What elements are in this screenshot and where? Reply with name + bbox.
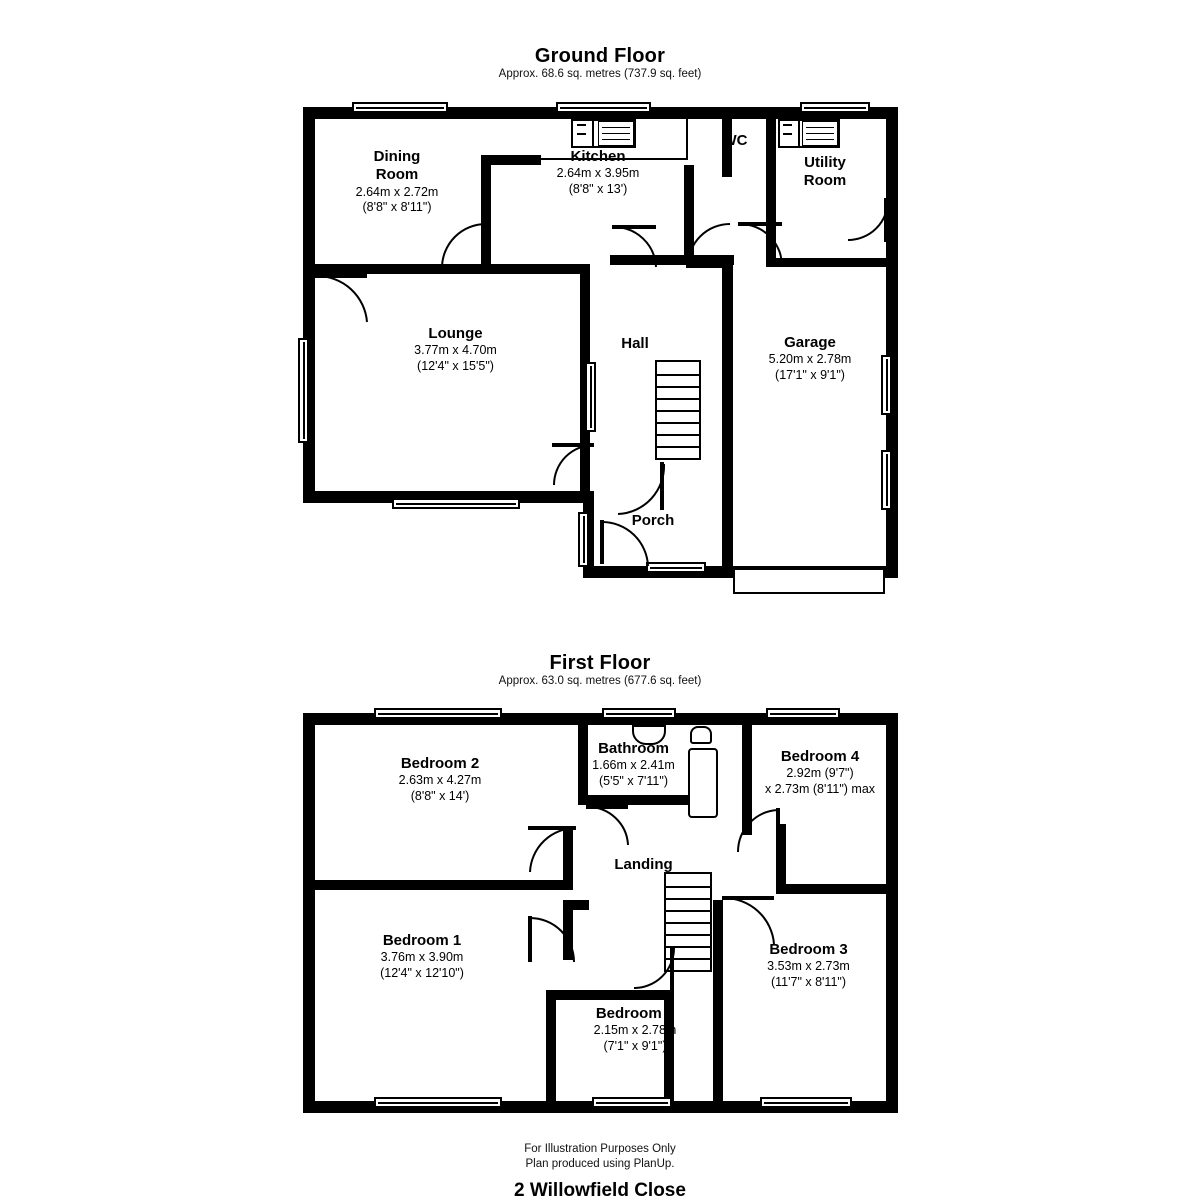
utility-sink-divider xyxy=(798,121,800,146)
room-label-hall xyxy=(595,335,675,353)
room-name-bedroom-3: Bedroom 3 xyxy=(769,941,848,958)
room-label-bedroom-5 xyxy=(545,1005,725,1054)
room-name-bedroom-1: Bedroom 1 xyxy=(382,932,462,949)
first-floor-area: Approx. 63.0 sq. metres (677.6 sq. feet) xyxy=(498,675,702,687)
room-name-lounge: Lounge xyxy=(428,325,483,342)
room-imperial-bathroom: (5'5" x 7'11") xyxy=(598,773,668,788)
room-label-wc xyxy=(705,132,765,150)
room-imperial-lounge: (12'4" x 15'5") xyxy=(417,358,494,373)
door-utility xyxy=(846,198,890,258)
wall-garage-left xyxy=(722,262,733,578)
ground-staircase xyxy=(655,360,701,460)
ground-floor-area: Approx. 68.6 sq. metres (737.9 sq. feet) xyxy=(498,68,702,80)
kitchen-drainer-line-2 xyxy=(602,133,630,134)
room-imperial-bedroom-1: (12'4" x 12'10") xyxy=(380,965,464,980)
room-metric-lounge: 3.77m x 4.70m xyxy=(414,343,497,358)
window-porch-bottom-line xyxy=(650,567,702,569)
window-bedroom1-bottom-line xyxy=(378,1102,498,1104)
room-imperial-bedroom-2: (8'8" x 14') xyxy=(410,788,470,803)
room-metric-bedroom-1: 3.76m x 3.90m xyxy=(380,950,464,965)
room-label-porch xyxy=(588,512,718,530)
door-dining xyxy=(440,222,488,270)
utility-sink-tap xyxy=(783,124,792,126)
room-name-dining-line2: Room xyxy=(375,166,419,184)
window-bedroom5-bottom-line xyxy=(596,1102,668,1104)
room-name-hall: Hall xyxy=(621,335,649,352)
kitchen-worktop-edge-right xyxy=(686,119,688,159)
wall-bathroom-bottom xyxy=(578,795,688,805)
ground-floor-title: Ground Floor xyxy=(534,45,666,67)
room-imperial-bedroom-5: (7'1" x 9'1") xyxy=(603,1038,667,1053)
door-bedroom5 xyxy=(632,946,676,992)
window-bedroom2-top-line xyxy=(378,713,498,715)
door-lounge-left xyxy=(315,274,369,324)
footer-illustration-note: For Illustration Purposes Only xyxy=(524,1143,676,1155)
wall-utility-bottom xyxy=(766,258,886,267)
room-name-porch: Porch xyxy=(631,512,675,529)
window-lounge-left-line xyxy=(303,342,305,439)
wall-landing-left-jog xyxy=(563,900,589,910)
utility-sink-tap-2 xyxy=(783,133,792,135)
room-label-bedroom-3 xyxy=(716,941,901,990)
room-label-garage xyxy=(725,334,895,383)
window-bathroom-top-line xyxy=(606,713,672,715)
door-hall-kitchen-right xyxy=(686,222,732,268)
window-dining-top-line xyxy=(356,107,444,109)
room-name-bedroom-2: Bedroom 2 xyxy=(400,755,480,772)
room-name-garage: Garage xyxy=(784,334,836,351)
room-name-bedroom-4: Bedroom 4 xyxy=(780,748,860,765)
kitchen-sink-tap xyxy=(577,124,586,126)
garage-door xyxy=(733,568,885,594)
room-label-dining-room xyxy=(312,148,482,215)
wall-bed2-bottom xyxy=(315,880,563,890)
kitchen-drainer-line-1 xyxy=(602,127,630,128)
room-metric-bedroom-2: 2.63m x 4.27m xyxy=(398,773,482,788)
room-label-bathroom xyxy=(556,740,711,789)
wall-first-left xyxy=(303,713,315,1113)
room-name-bathroom: Bathroom xyxy=(598,740,669,757)
room-label-bedroom-4 xyxy=(730,748,910,797)
room-name-kitchen: Kitchen xyxy=(570,148,626,165)
room-name-landing: Landing xyxy=(614,856,673,873)
room-metric-kitchen: 2.64m x 3.95m xyxy=(556,166,640,181)
room-metric-bedroom-4: 2.92m (9'7") xyxy=(786,766,854,781)
room-name-dining-line1: Dining xyxy=(373,148,421,165)
room-imperial-garage: (17'1" x 9'1") xyxy=(775,367,845,382)
room-label-bedroom-1 xyxy=(332,932,512,981)
door-wc xyxy=(738,222,784,268)
first-floor-title: First Floor xyxy=(549,652,651,674)
footer-producer-note: Plan produced using PlanUp. xyxy=(525,1158,675,1170)
kitchen-sink-divider xyxy=(592,121,594,146)
door-porch-hall xyxy=(614,462,666,516)
window-bedroom3-bottom-line xyxy=(764,1102,848,1104)
door-hall-lounge xyxy=(552,443,596,487)
window-garage-right-lower-line xyxy=(886,454,888,506)
room-metric-bedroom-3: 3.53m x 2.73m xyxy=(767,959,850,974)
room-metric-bedroom-5: 2.15m x 2.78m xyxy=(593,1023,677,1038)
door-bedroom3 xyxy=(722,896,776,946)
window-utility-top-line xyxy=(804,107,866,109)
door-bedroom4 xyxy=(736,808,780,854)
room-metric-dining: 2.64m x 2.72m xyxy=(355,184,439,199)
room-label-bedroom-2 xyxy=(350,755,530,804)
utility-drainer-line-2 xyxy=(806,133,834,134)
room-label-lounge xyxy=(368,325,543,374)
property-address: 2 Willowfield Close xyxy=(514,1180,686,1201)
window-hall-stair-line xyxy=(590,366,592,428)
window-bedroom4-top-line xyxy=(770,713,836,715)
room-imperial-bedroom-4: x 2.73m (8'11") max xyxy=(764,781,876,796)
window-lounge-bottom-line xyxy=(396,503,516,505)
room-imperial-bedroom-3: (11'7" x 8'11") xyxy=(770,974,847,989)
room-name-bedroom-5: Bedroom 5 xyxy=(595,1005,675,1022)
wall-bed4-bottom xyxy=(776,884,886,894)
utility-drainer-line-1 xyxy=(806,127,834,128)
room-imperial-kitchen: (8'8" x 13') xyxy=(568,181,628,196)
kitchen-drainer-line-3 xyxy=(602,139,630,140)
room-label-kitchen xyxy=(513,148,683,197)
kitchen-sink-tap-2 xyxy=(577,133,586,135)
door-bathroom xyxy=(586,805,630,847)
room-metric-bathroom: 1.66m x 2.41m xyxy=(592,758,675,773)
room-label-landing xyxy=(566,856,721,874)
room-name-wc: WC xyxy=(722,132,748,149)
room-label-utility-room xyxy=(760,154,890,191)
room-imperial-dining: (8'8" x 8'11") xyxy=(362,199,432,214)
door-bedroom1 xyxy=(528,916,576,964)
room-name-utility-line1: Utility xyxy=(804,154,846,171)
utility-drainer-line-3 xyxy=(806,139,834,140)
window-kitchen-top-line xyxy=(560,107,647,109)
door-kitchen-hall xyxy=(612,225,658,269)
room-metric-garage: 5.20m x 2.78m xyxy=(768,352,852,367)
room-name-utility-line2: Room xyxy=(803,172,847,190)
window-porch-left-line xyxy=(583,516,585,563)
